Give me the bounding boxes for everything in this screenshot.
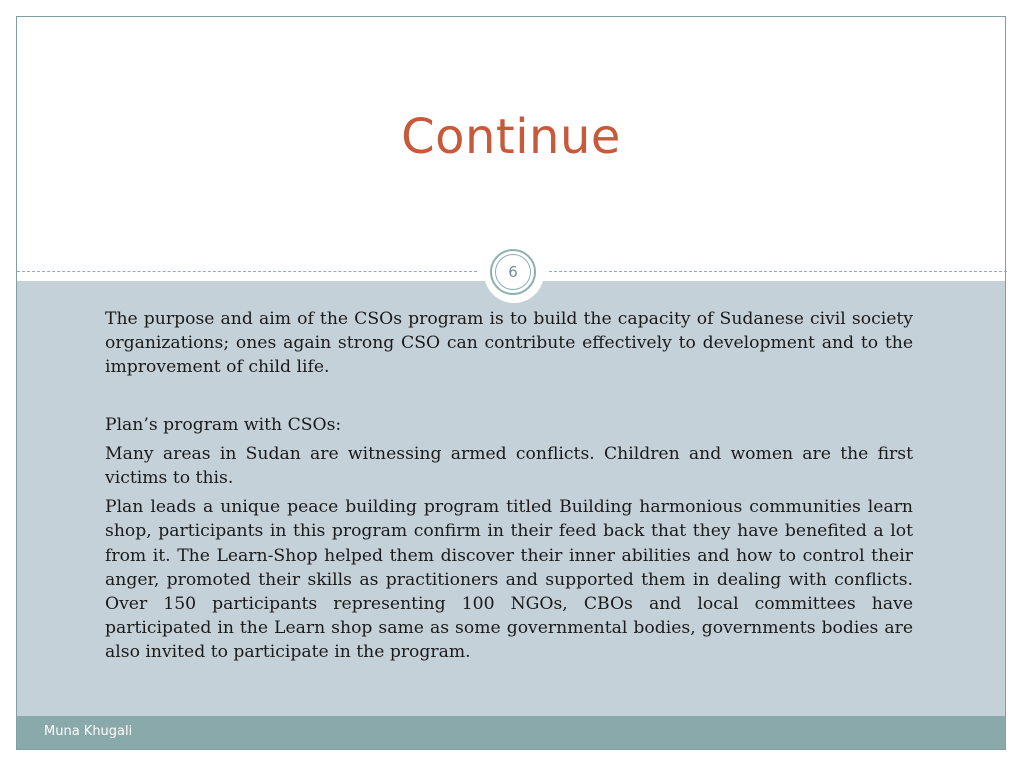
paragraph-peace-program: Plan leads a unique peace building program titled Building harmonious communities learn shop, participants in this program confirm in their feed back that they have benefited a lot from it. The Learn-Shop helped them discover their inner abilities and how to control their anger, promoted their skills as practitioners and supported them in dealing with conflicts. Over 150 participants representing 100 NGOs, CBOs and local committees have participated in the Learn shop same as some governmental bodies, governments bodies are also invited to participate in the program. <box>105 497 913 663</box>
divider-right <box>549 271 1007 272</box>
slide-number: 6 <box>495 254 531 290</box>
slide-number-ring <box>490 249 536 295</box>
slide-title: Continue <box>401 109 621 165</box>
slide-number-badge <box>484 243 544 303</box>
body-text <box>105 307 913 665</box>
footer <box>17 716 1005 749</box>
paragraph-heading: Plan’s program with CSOs: <box>105 414 342 435</box>
title-area <box>17 17 1005 272</box>
divider-left <box>17 271 477 272</box>
footer-author: Muna Khugali <box>44 724 133 739</box>
paragraph-purpose: The purpose and aim of the CSOs program is to build the capacity of Sudanese civil society organizations; ones again strong CSO can contribute effectively to development and to the improvement of child life. <box>105 309 913 378</box>
paragraph-conflicts: Many areas in Sudan are witnessing armed conflicts. Children and women are the first victims to this. <box>105 443 913 489</box>
